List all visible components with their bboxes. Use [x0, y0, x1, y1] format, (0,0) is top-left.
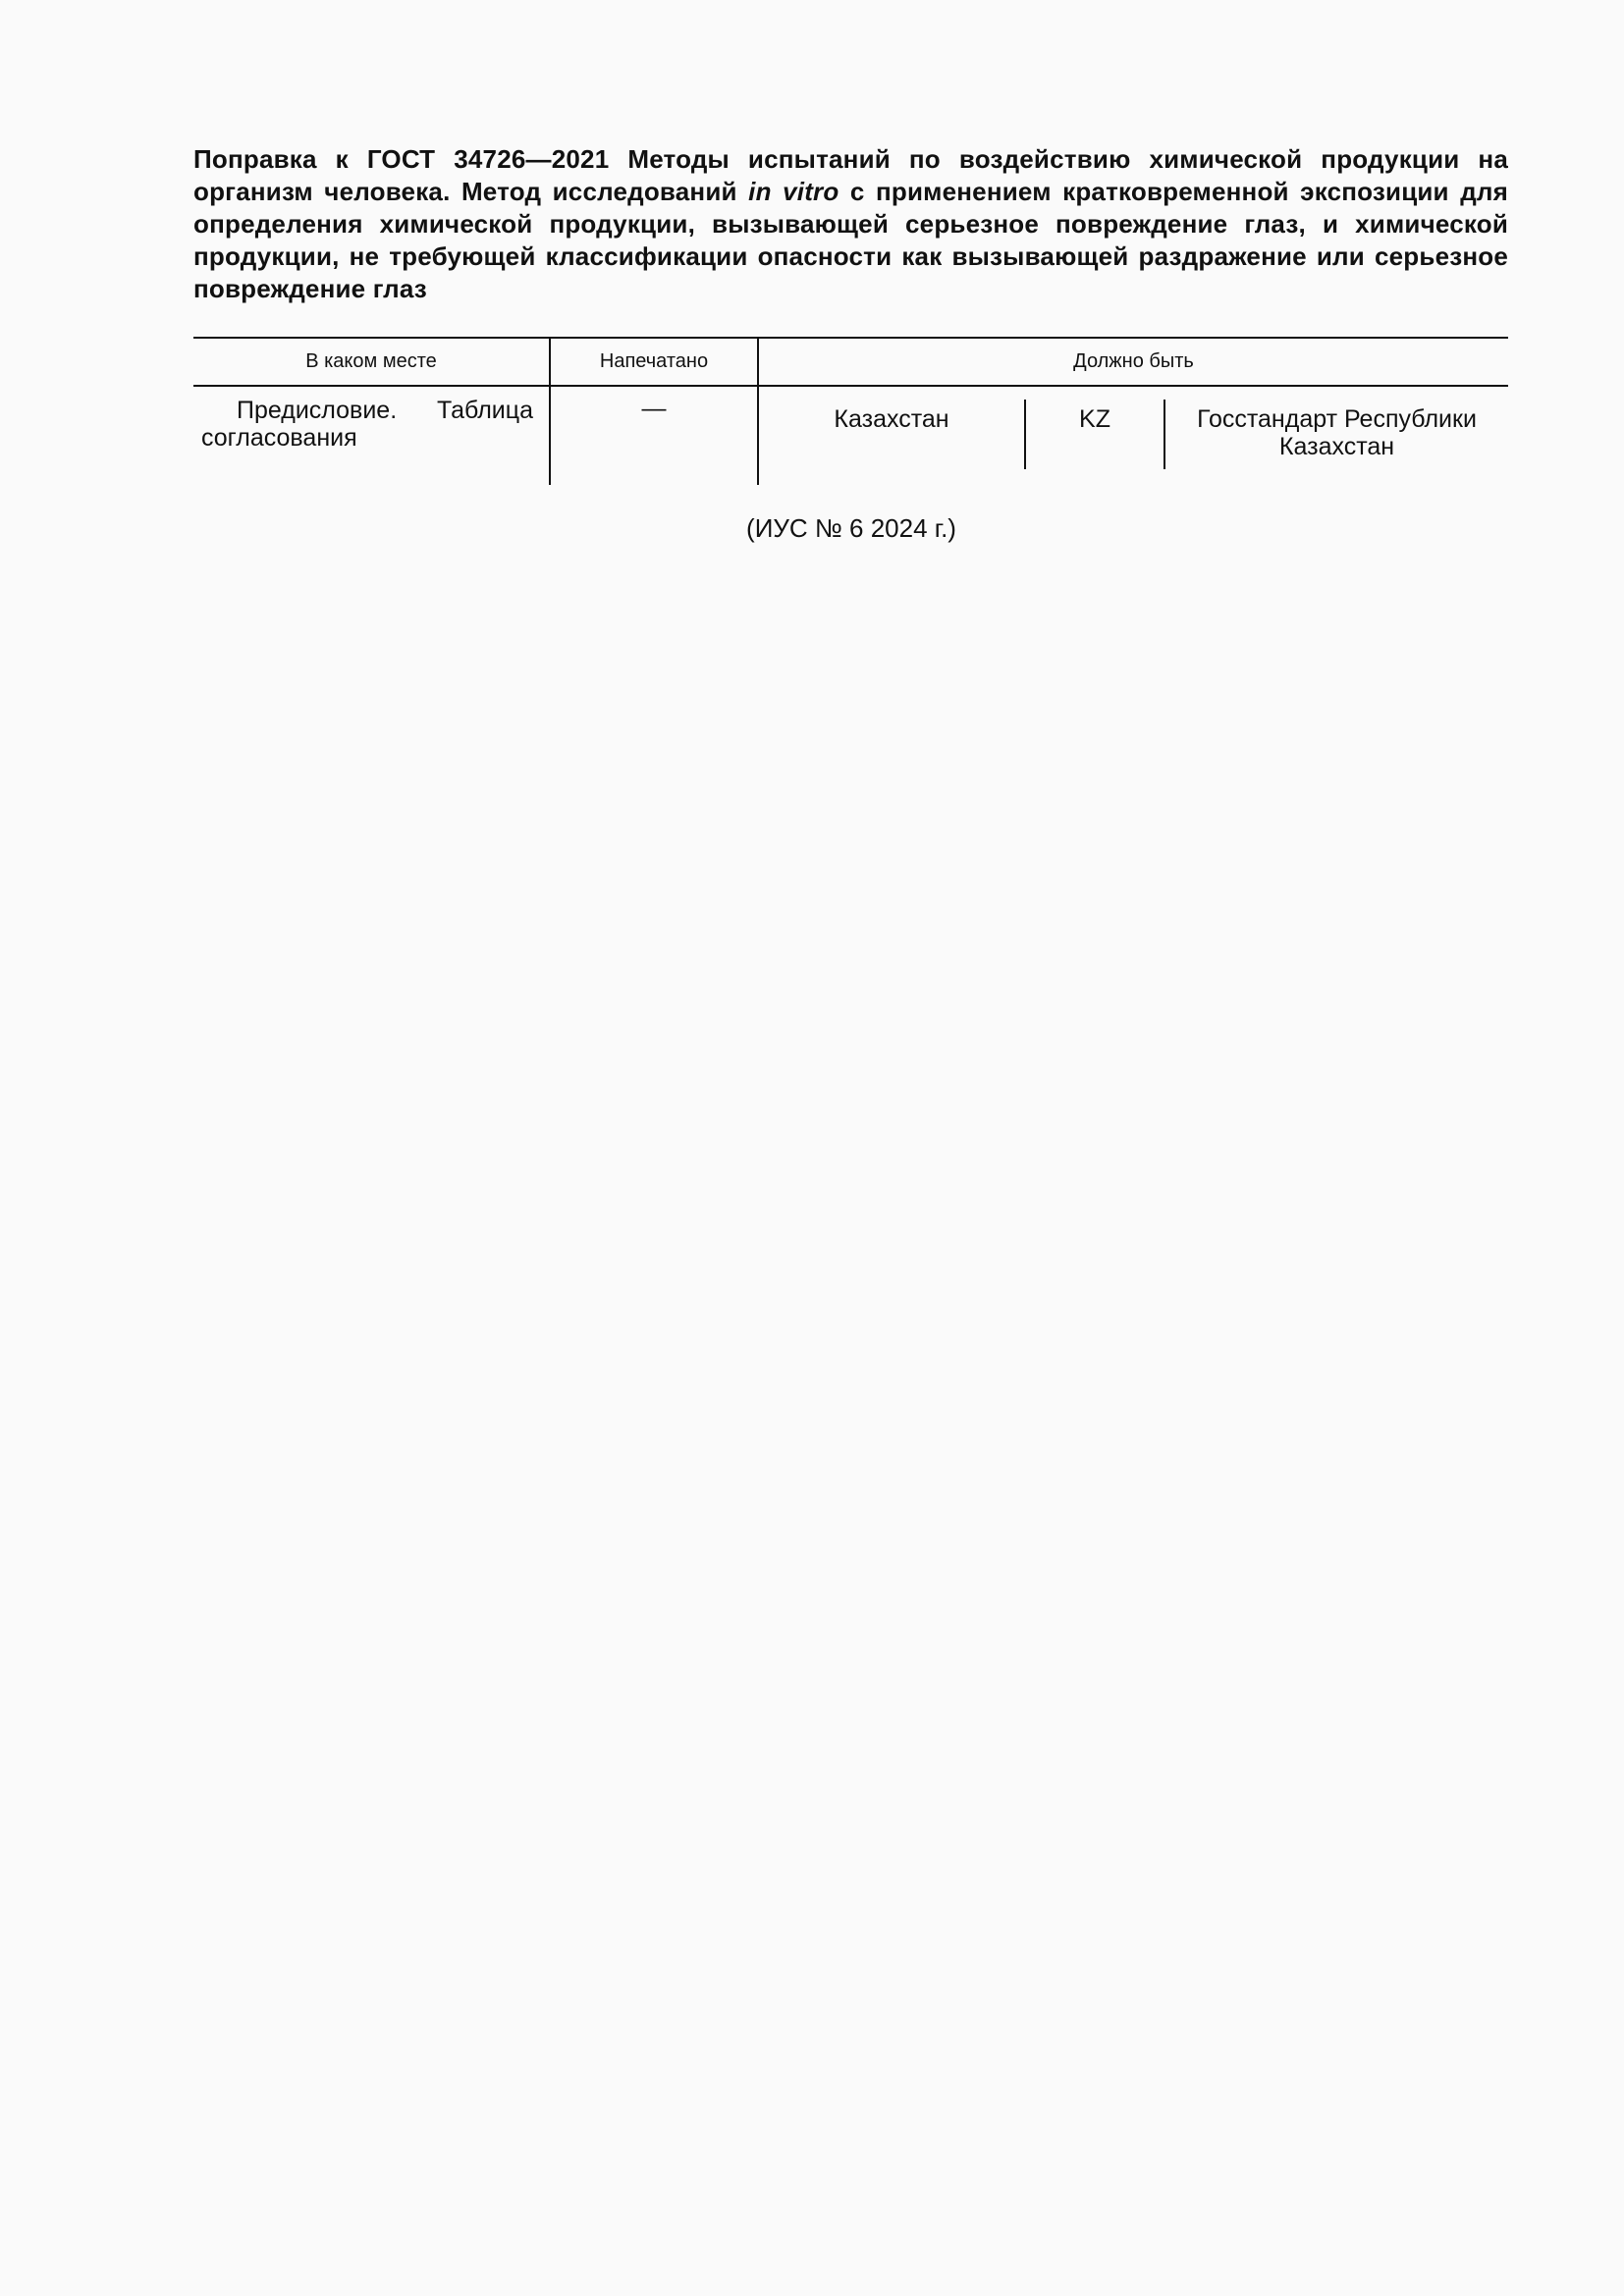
row-printed: —: [641, 395, 667, 422]
row-place: Предисловие. Таблица согласования: [201, 397, 533, 452]
amendment-table: [193, 337, 1508, 484]
table-top-border: [193, 337, 1508, 339]
row-should-be-code: KZ: [1079, 405, 1110, 433]
agency-line-1: Госстандарт Республики: [1197, 405, 1477, 433]
table-header-border: [193, 385, 1508, 387]
title-text-part2: с применением кратковременной экспозиции для определения химической продукции, вызывающей серьезное повреждение глаз, и химической продукции, не требующей классификации опасности как вызывающей раздражение или серьезное повреждение глаз: [193, 177, 1508, 303]
row-should-be-agency: [1165, 405, 1508, 460]
header-place: В каком месте: [305, 350, 437, 372]
document-title: [193, 143, 1508, 305]
row-should-be-country: Казахстан: [834, 405, 949, 433]
header-printed: Напечатано: [599, 350, 709, 372]
title-text-italic: in vitro: [748, 177, 839, 206]
header-should-be: Должно быть: [1073, 350, 1194, 372]
publication-reference: (ИУС № 6 2024 г.): [746, 513, 956, 543]
title-text-part1: Поправка к ГОСТ 34726—2021 Методы испытаний по воздействию химической продукции на организм человека. Метод исследований: [193, 144, 1508, 206]
agency-line-2: Казахстан: [1278, 433, 1395, 460]
